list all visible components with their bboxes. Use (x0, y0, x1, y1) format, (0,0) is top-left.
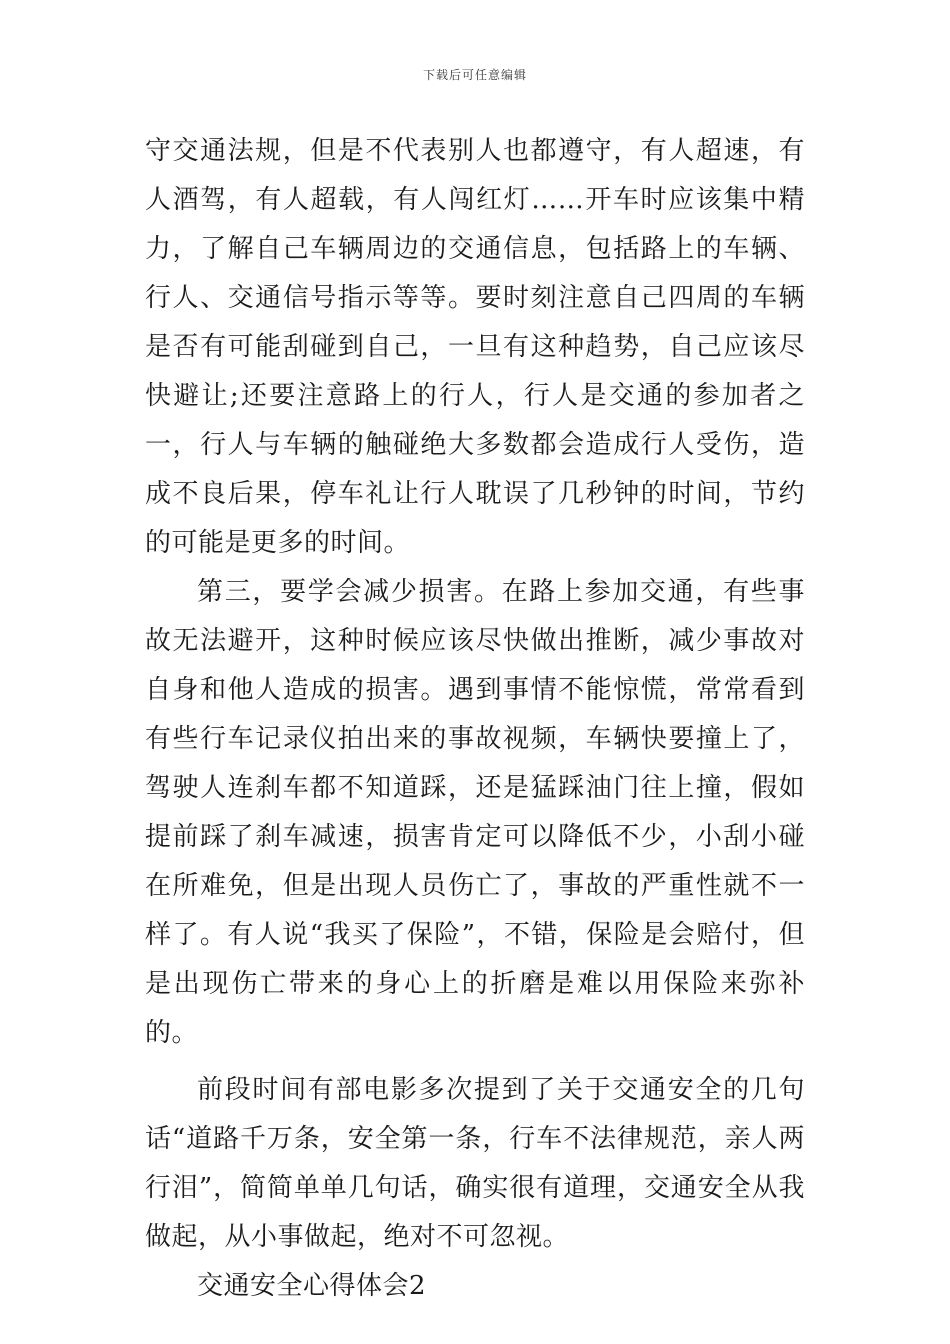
header-note: 下载后可任意编辑 (422, 68, 527, 82)
paragraph-continued: 守交通法规，但是不代表别人也都遵守，有人超速，有人酒驾，有人超载，有人闯红灯……开车时应该集中精力，了解自己车辆周边的交通信息，包括路上的车辆、行人、交通信号指示等等。要时刻注意自己四周的车辆是否有可能刮碰到自己，一旦有这种趋势，自己应该尽快避让;还要注意路上的行人，行人是交通的参加者之一，行人与车辆的触碰绝大多数都会造成行人受伤，造成不良后果，停车礼让行人耽误了几秒钟的时间，节约的可能是更多的时间。 (145, 136, 805, 558)
document-body (145, 127, 805, 1311)
paragraph-third-point: 第三，要学会减少损害。在路上参加交通，有些事故无法避开，这种时候应该尽快做出推断，减少事故对自身和他人造成的损害。遇到事情不能惊慌，常常看到有些行车记录仪拍出来的事故视频，车辆快要撞上了，驾驶人连刹车都不知道踩，还是猛踩油门往上撞，假如提前踩了刹车减速，损害肯定可以降低不少，小刮小碰在所难免，但是出现人员伤亡了，事故的严重性就不一样了。有人说“我买了保险”，不错，保险是会赔付，但是出现伤亡带来的身心上的折磨是难以用保险来弥补的。 (145, 577, 805, 1048)
section-heading: 交通安全心得体会2 (197, 1271, 427, 1301)
paragraph-conclusion: 前段时间有部电影多次提到了关于交通安全的几句话“道路千万条，安全第一条，行车不法律规范，亲人两行泪”，简简单单几句话，确实很有道理，交通安全从我做起，从小事做起，绝对不可忽视。 (145, 1075, 805, 1252)
